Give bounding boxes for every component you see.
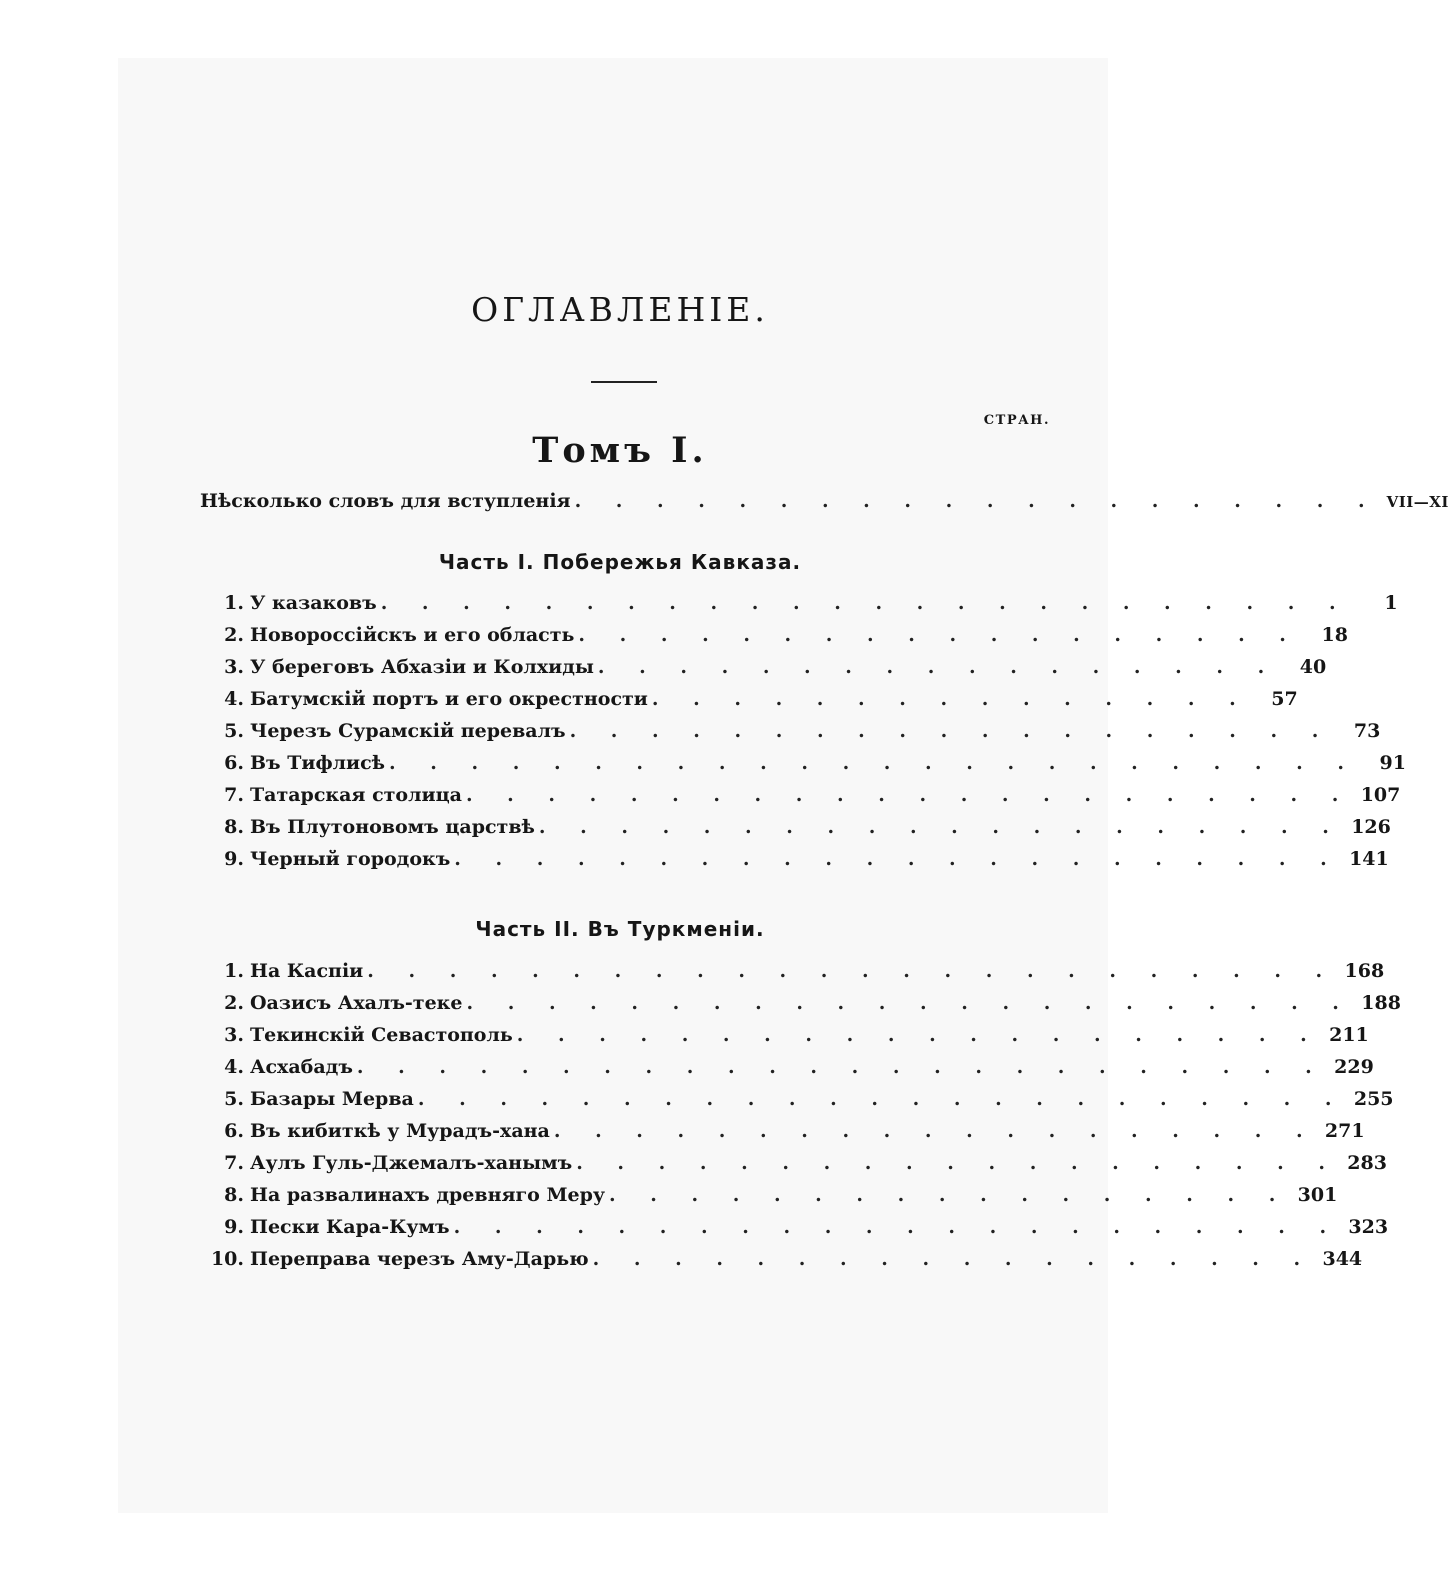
chapter-title: Черезъ Сурамскій перевалъ bbox=[250, 720, 566, 742]
toc-entry bbox=[200, 960, 1385, 992]
chapter-title: Новороссійскъ и его область bbox=[250, 624, 575, 646]
chapter-number: 1. bbox=[224, 592, 244, 614]
chapter-number: 9. bbox=[224, 1216, 244, 1238]
chapter-page: 18 bbox=[1321, 624, 1348, 646]
toc-entry bbox=[200, 1120, 1365, 1152]
chapter-title: Батумскій портъ и его окрестности bbox=[250, 688, 648, 710]
leader-dots: . . . . . . . . . . . . . . . . . . . bbox=[569, 720, 1333, 742]
toc-entry-pages: VII—XI bbox=[1386, 493, 1449, 511]
chapter-number: 6. bbox=[224, 752, 244, 774]
chapter-page: 211 bbox=[1329, 1024, 1369, 1046]
toc-entry-title: Нѣсколько словъ для вступленія bbox=[200, 490, 571, 512]
chapter-number: 3. bbox=[224, 1024, 244, 1046]
chapter-page: 40 bbox=[1299, 656, 1327, 678]
title-divider bbox=[591, 381, 657, 383]
chapter-title: Переправа черезъ Аму-Дарью bbox=[250, 1248, 589, 1270]
page-title: ОГЛАВЛЕНІЕ. bbox=[471, 290, 769, 329]
toc-entry bbox=[200, 1248, 1363, 1280]
chapter-page: 323 bbox=[1348, 1216, 1389, 1238]
chapter-title: Черный городокъ bbox=[250, 848, 451, 870]
chapter-page: 141 bbox=[1349, 848, 1389, 870]
chapter-number: 7. bbox=[224, 1152, 244, 1174]
chapter-number: 9. bbox=[224, 848, 244, 870]
toc-entry bbox=[200, 624, 1348, 656]
leader-dots: . . . . . . . . . . . . . . . . . . bbox=[578, 624, 1300, 646]
toc-entry bbox=[200, 1024, 1369, 1056]
chapter-page: 255 bbox=[1353, 1088, 1394, 1110]
chapter-title: Базары Мерва bbox=[250, 1088, 414, 1110]
chapter-page: 271 bbox=[1324, 1120, 1365, 1142]
chapter-number: 5. bbox=[224, 720, 244, 742]
chapter-title: У казаковъ bbox=[250, 592, 377, 614]
toc-entry bbox=[200, 848, 1389, 880]
leader-dots: . . . . . . . . . . . . . . . . . . bbox=[592, 1248, 1315, 1270]
chapter-number: 4. bbox=[224, 1056, 244, 1078]
leader-dots: . . . . . . . . . . . . . . . bbox=[651, 688, 1250, 710]
toc-entry bbox=[200, 992, 1401, 1024]
chapter-number: 7. bbox=[224, 784, 244, 806]
chapter-page: 126 bbox=[1351, 816, 1391, 838]
chapter-title: Въ Тифлисѣ bbox=[250, 752, 386, 774]
chapter-title: Въ кибиткѣ у Мурадъ-хана bbox=[250, 1120, 550, 1142]
chapter-page: 301 bbox=[1297, 1184, 1338, 1206]
leader-dots: . . . . . . . . . . . . . . . . . . . . . . . . bbox=[367, 960, 1337, 982]
leader-dots: . . . . . . . . . . . . . . . . . . . . . . . bbox=[417, 1088, 1346, 1110]
leader-dots: . . . . . . . . . . . . . . . . . . . . bbox=[516, 1024, 1321, 1046]
chapter-title: Въ Плутоновомъ царствѣ bbox=[250, 816, 535, 838]
chapter-number: 8. bbox=[224, 1184, 244, 1206]
chapter-title: Асхабадъ bbox=[250, 1056, 353, 1078]
leader-dots: . . . . . . . . . . . . . . . . . bbox=[597, 656, 1279, 678]
toc-entry bbox=[200, 816, 1391, 848]
chapter-title: На развалинахъ древняго Меру bbox=[250, 1184, 606, 1206]
chapter-page: 57 bbox=[1271, 688, 1298, 710]
chapter-number: 6. bbox=[224, 1120, 244, 1142]
leader-dots: . . . . . . . . . . . . . . . . . . . . . . . . bbox=[389, 752, 1358, 774]
chapter-number: 1. bbox=[224, 960, 244, 982]
chapter-page: 283 bbox=[1347, 1152, 1387, 1174]
chapter-page: 73 bbox=[1353, 720, 1381, 742]
chapter-title: Текинскій Севастополь bbox=[250, 1024, 513, 1046]
toc-entry bbox=[200, 1152, 1387, 1184]
chapter-number: 8. bbox=[224, 816, 244, 838]
toc-entry bbox=[200, 688, 1298, 720]
leader-dots: . . . . . . . . . . . . . . . . . . . . . . bbox=[453, 1216, 1341, 1238]
toc-entry bbox=[200, 592, 1398, 624]
volume-heading: Томъ I. bbox=[532, 430, 708, 471]
chapter-title: Татарская столица bbox=[250, 784, 462, 806]
chapter-page: 1 bbox=[1384, 592, 1398, 614]
chapter-page: 344 bbox=[1322, 1248, 1363, 1270]
toc-entry bbox=[200, 656, 1327, 688]
pages-column-label: СТРАН. bbox=[983, 413, 1050, 428]
chapter-title: Пески Кара-Кумъ bbox=[250, 1216, 450, 1238]
chapter-number: 4. bbox=[224, 688, 244, 710]
toc-entry bbox=[200, 1056, 1374, 1088]
leader-dots: . . . . . . . . . . . . . . . . . . . . . . . . bbox=[356, 1056, 1326, 1078]
leader-dots: . . . . . . . . . . . . . . . . . . . . . . . . bbox=[380, 592, 1350, 614]
chapter-title: У береговъ Абхазіи и Колхиды bbox=[250, 656, 594, 678]
leader-dots: . . . . . . . . . . . . . . . . . . . . . . bbox=[466, 992, 1353, 1014]
chapter-page: 107 bbox=[1360, 784, 1401, 806]
chapter-page: 188 bbox=[1361, 992, 1401, 1014]
chapter-title: Оазисъ Ахалъ-теке bbox=[250, 992, 463, 1014]
leader-dots: . . . . . . . . . . . . . . . . . . . . bbox=[574, 490, 1379, 512]
chapter-number: 3. bbox=[224, 656, 244, 678]
chapter-number: 5. bbox=[224, 1088, 244, 1110]
toc-entry bbox=[200, 1184, 1338, 1216]
toc-entry bbox=[200, 1088, 1394, 1120]
chapter-page: 168 bbox=[1344, 960, 1385, 982]
chapter-page: 229 bbox=[1334, 1056, 1374, 1078]
part-heading-1: Часть I. Побережья Кавказа. bbox=[438, 550, 802, 574]
toc-entry bbox=[200, 784, 1401, 816]
part-heading-2: Часть II. Въ Туркменіи. bbox=[475, 917, 765, 941]
chapter-number: 2. bbox=[224, 992, 244, 1014]
chapter-number: 10. bbox=[210, 1248, 244, 1270]
leader-dots: . . . . . . . . . . . . . . . . . . . . . . bbox=[465, 784, 1353, 806]
leader-dots: . . . . . . . . . . . . . . . . . . . bbox=[576, 1152, 1339, 1174]
chapter-title: На Каспіи bbox=[250, 960, 364, 982]
leader-dots: . . . . . . . . . . . . . . . . . . . . bbox=[538, 816, 1343, 838]
toc-entry-intro bbox=[200, 490, 1449, 522]
chapter-title: Аулъ Гуль-Джемалъ-ханымъ bbox=[250, 1152, 573, 1174]
leader-dots: . . . . . . . . . . . . . . . . . . . . . . bbox=[454, 848, 1341, 870]
toc-entry bbox=[200, 1216, 1389, 1248]
toc-entry bbox=[200, 720, 1381, 752]
leader-dots: . . . . . . . . . . . . . . . . . bbox=[609, 1184, 1290, 1206]
chapter-number: 2. bbox=[224, 624, 244, 646]
leader-dots: . . . . . . . . . . . . . . . . . . . bbox=[553, 1120, 1317, 1142]
toc-entry bbox=[200, 752, 1406, 784]
chapter-page: 91 bbox=[1379, 752, 1406, 774]
